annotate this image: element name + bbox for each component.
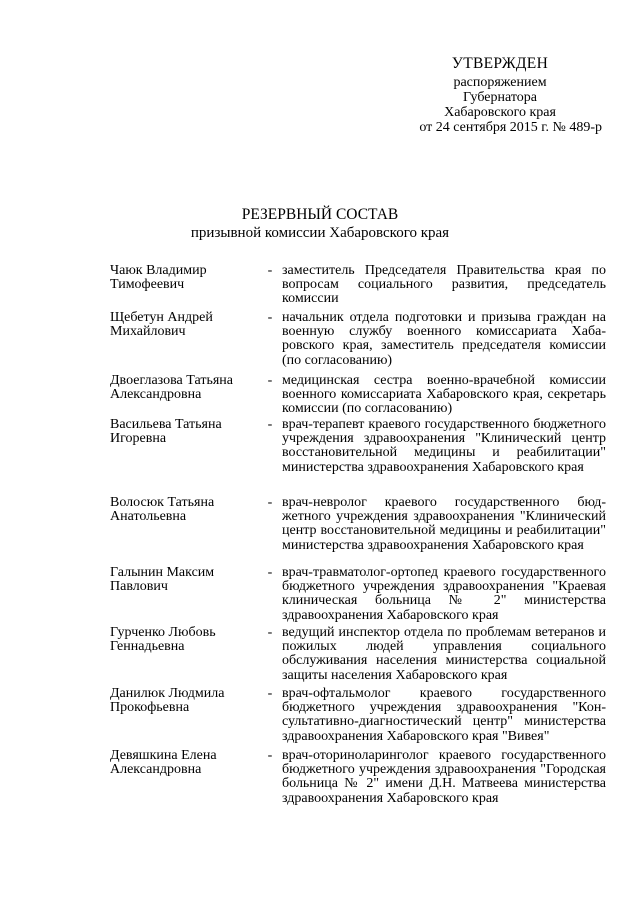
member-list xyxy=(110,264,606,829)
member-role: ведущий инспектор отдела по проблемам ветеранов и пожилых людей управления социального обслуживания населения министерства социальной защиты населения Хабаровского края xyxy=(282,625,606,683)
member-role: врач-травматолог-ортопед краевого государственного бюджетного учреждения здравоохранения "Краевая клиническая больница № 2" министерства здравоохранения Хабаровского края xyxy=(282,565,606,623)
member-dash: - xyxy=(267,373,273,388)
member-dash: - xyxy=(267,686,273,701)
member-dash: - xyxy=(267,565,273,580)
member-role: медицинская сестра военно-врачебной комиссии военного комиссариата Хабаровского края, секретарь комиссии (по согласованию) xyxy=(282,373,606,417)
member-name: Васильева Татьяна Игоревна xyxy=(110,417,222,447)
document-heading xyxy=(0,206,640,242)
member-row xyxy=(110,418,606,496)
member-dash: - xyxy=(267,748,273,763)
approval-line-governor: Губернатора xyxy=(462,90,538,105)
member-name: Гурченко Любовь Геннадьевна xyxy=(110,625,216,655)
member-dash: - xyxy=(267,417,273,432)
member-row xyxy=(110,687,606,749)
member-name: Галынин Максим Павлович xyxy=(110,565,215,595)
document-subtitle: призывной комиссии Хабаровского края xyxy=(190,225,450,241)
member-dash: - xyxy=(267,263,273,278)
member-role: врач-терапевт краевого государственного бюджетного учреждения здравоохранения "Клинический центр восстановительной медицины и реабилитации" министерства здравоохранения Хабаровского края xyxy=(282,417,606,475)
member-row xyxy=(110,626,606,687)
member-row xyxy=(110,264,606,311)
member-name: Данилюк Людмила Прокофьевна xyxy=(110,686,225,716)
approval-title: УТВЕРЖДЕН xyxy=(451,55,549,72)
member-row xyxy=(110,566,606,626)
member-name: Чаюк Владимир Тимофеевич xyxy=(110,263,207,293)
approval-line-order: распоряжением xyxy=(453,75,547,90)
member-role: заместитель Председателя Правительства края по вопросам социального развития, председатель комиссии xyxy=(282,263,606,307)
member-row xyxy=(110,749,606,829)
approval-date: от 24 сентября 2015 г. № 489-р xyxy=(419,120,602,135)
document-title: РЕЗЕРВНЫЙ СОСТАВ xyxy=(241,206,399,223)
member-row xyxy=(110,496,606,566)
member-dash: - xyxy=(267,625,273,640)
member-row xyxy=(110,374,606,418)
member-role: врач-оториноларинголог краевого государственного бюджетного учреждения здравоохранения "Городская больница № 2" имени Д.Н. Матвеева министерства здравоохранения Хабаровского края xyxy=(282,748,606,806)
member-row xyxy=(110,311,606,374)
member-name: Волосюк Татьяна Анатольевна xyxy=(110,495,215,525)
member-name: Двоеглазова Татьяна Александровна xyxy=(110,373,233,403)
member-name: Щебетун Андрей Михайлович xyxy=(110,310,213,340)
approval-block xyxy=(380,56,620,135)
member-dash: - xyxy=(267,310,273,325)
member-role: врач-офтальмолог краевого государственного бюджетного учреждения здравоохранения "Консультативно-диагностический центр" министерства здравоохранения Хабаровского края "Вивея" xyxy=(282,686,606,744)
member-name: Девяшкина Елена Александровна xyxy=(110,748,217,778)
approval-line-region: Хабаровского края xyxy=(444,105,556,120)
member-dash: - xyxy=(267,495,273,510)
member-role: начальник отдела подготовки и призыва граждан на военную службу военного комиссариата Хабаровского края, заместитель председателя комиссии (по согласованию) xyxy=(282,310,606,368)
member-role: врач-невролог краевого государственного бюджетного учреждения здравоохранения "Клинический центр восстановительной медицины и реабилитации" министерства здравоохранения Хабаровского края xyxy=(282,495,606,553)
